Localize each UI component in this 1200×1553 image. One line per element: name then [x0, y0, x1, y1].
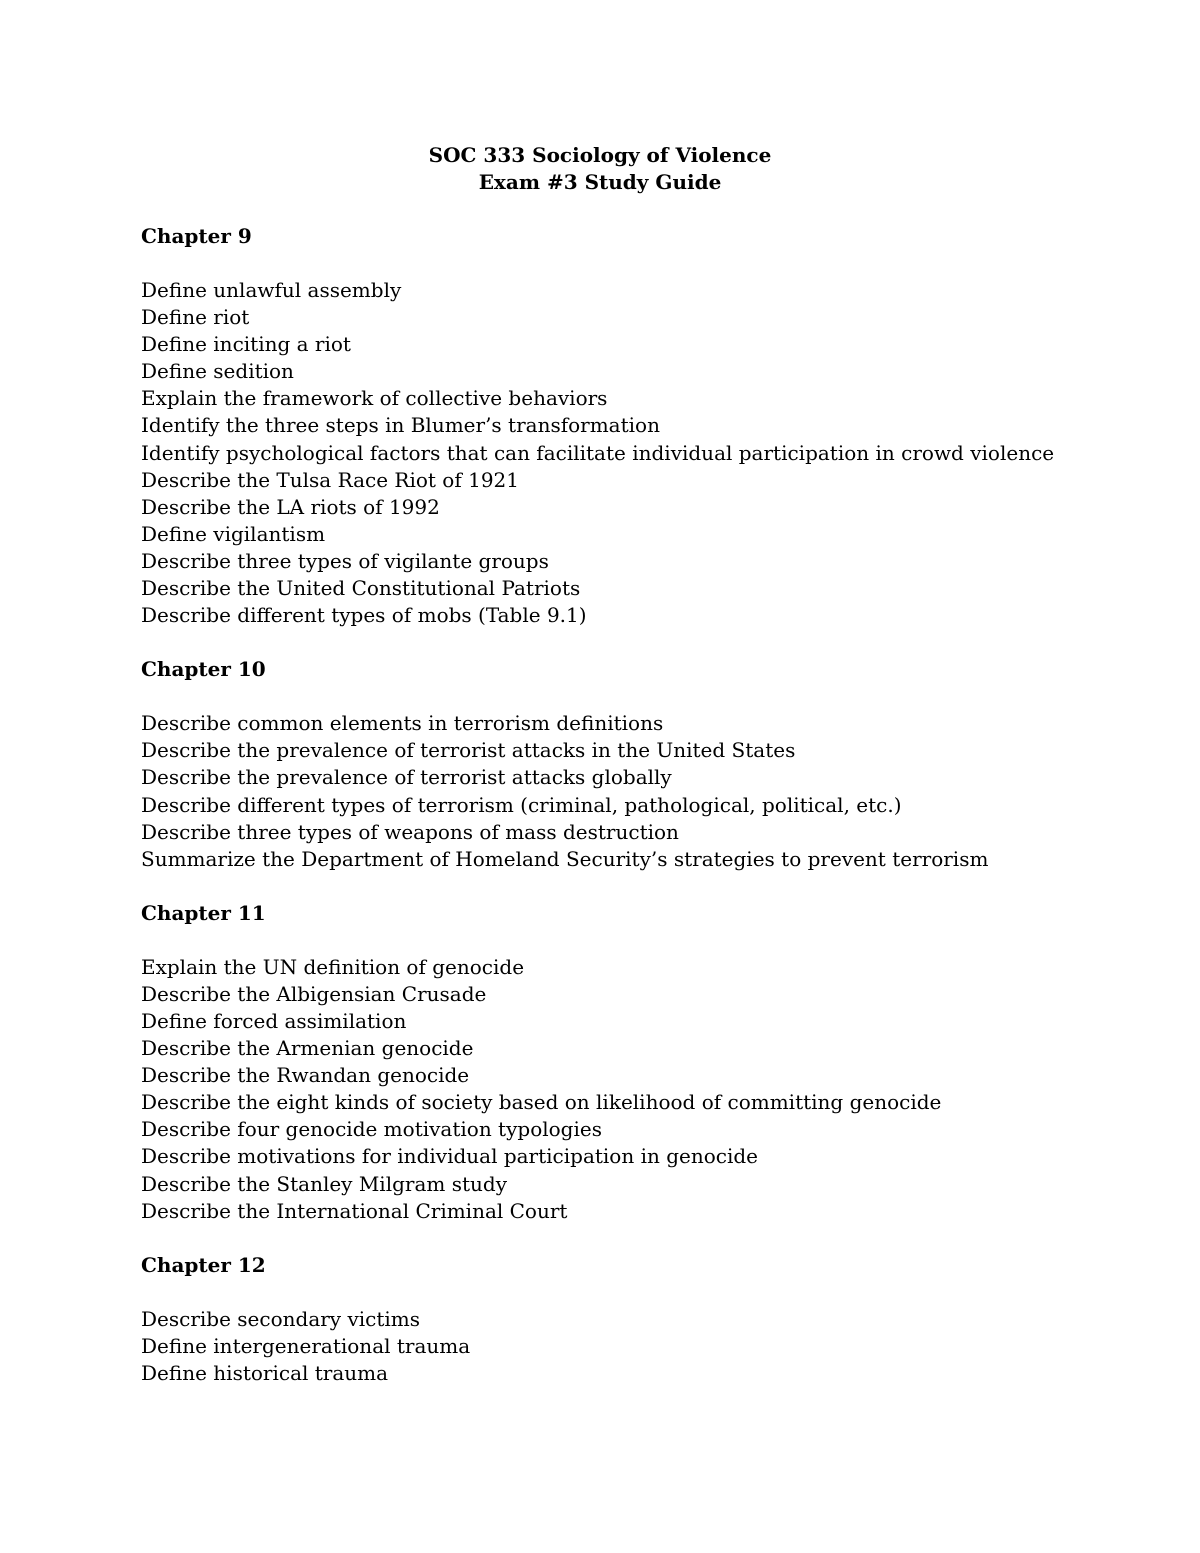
- study-item: Define intergenerational trauma: [141, 1333, 471, 1358]
- study-item: Describe the eight kinds of society based on likelihood of committing genocide: [141, 1090, 942, 1115]
- study-item: Describe four genocide motivation typologies: [141, 1117, 602, 1142]
- chapter-heading: Chapter 9: [141, 224, 252, 248]
- chapter-heading: Chapter 11: [141, 900, 266, 925]
- study-item: Describe secondary victims: [141, 1306, 421, 1331]
- study-item: Define forced assimilation: [141, 1008, 407, 1033]
- study-item: Summarize the Department of Homeland Security’s strategies to prevent terrorism: [141, 846, 989, 871]
- study-item: Describe three types of weapons of mass destruction: [141, 819, 679, 844]
- chapter-heading: Chapter 12: [141, 1252, 266, 1277]
- study-item: Identify the three steps in Blumer’s transformation: [141, 413, 660, 438]
- study-item: Describe the prevalence of terrorist attacks globally: [141, 765, 672, 790]
- study-item: Describe three types of vigilante groups: [141, 548, 549, 573]
- document-title: [0, 142, 1200, 196]
- chapter-heading: Chapter 10: [141, 657, 266, 682]
- chapter-12-section: [141, 1252, 1151, 1387]
- chapter-9-section: [141, 223, 1151, 629]
- study-item: Describe the Albigensian Crusade: [141, 981, 487, 1006]
- chapter-10-items: [141, 710, 1151, 873]
- study-item: Describe common elements in terrorism definitions: [141, 711, 664, 736]
- study-item: Describe the International Criminal Court: [141, 1198, 568, 1223]
- study-item: Describe different types of mobs (Table 9.1): [141, 603, 587, 628]
- chapter-12-items: [141, 1306, 1151, 1387]
- study-item: Describe the LA riots of 1992: [141, 494, 440, 519]
- study-item: Describe motivations for individual participation in genocide: [141, 1144, 759, 1169]
- study-item: Describe the prevalence of terrorist attacks in the United States: [141, 738, 796, 763]
- course-title: SOC 333 Sociology of Violence: [428, 143, 772, 167]
- study-item: Describe the United Constitutional Patriots: [141, 576, 581, 601]
- study-item: Define vigilantism: [141, 521, 326, 546]
- study-item: Explain the framework of collective behaviors: [141, 386, 608, 411]
- chapter-9-items: [141, 277, 1151, 629]
- study-item: Describe the Stanley Milgram study: [141, 1171, 507, 1196]
- study-item: Describe the Rwandan genocide: [141, 1063, 470, 1088]
- study-item: Describe the Tulsa Race Riot of 1921: [141, 467, 519, 492]
- chapter-11-items: [141, 954, 1151, 1225]
- chapter-11-section: [141, 900, 1151, 1225]
- study-item: Define historical trauma: [141, 1360, 389, 1385]
- chapter-10-section: [141, 656, 1151, 873]
- study-item: Identify psychological factors that can facilitate individual participation in crowd violence: [141, 440, 1055, 465]
- study-item: Define unlawful assembly: [141, 278, 402, 302]
- study-item: Define riot: [141, 305, 250, 330]
- study-item: Explain the UN definition of genocide: [141, 954, 525, 979]
- study-item: Define inciting a riot: [141, 332, 351, 357]
- study-item: Describe different types of terrorism (criminal, pathological, political, etc.): [141, 792, 902, 817]
- exam-title: Exam #3 Study Guide: [478, 170, 722, 194]
- study-item: Describe the Armenian genocide: [141, 1036, 474, 1061]
- study-item: Define sedition: [141, 359, 294, 384]
- study-guide-content: [141, 223, 1151, 1414]
